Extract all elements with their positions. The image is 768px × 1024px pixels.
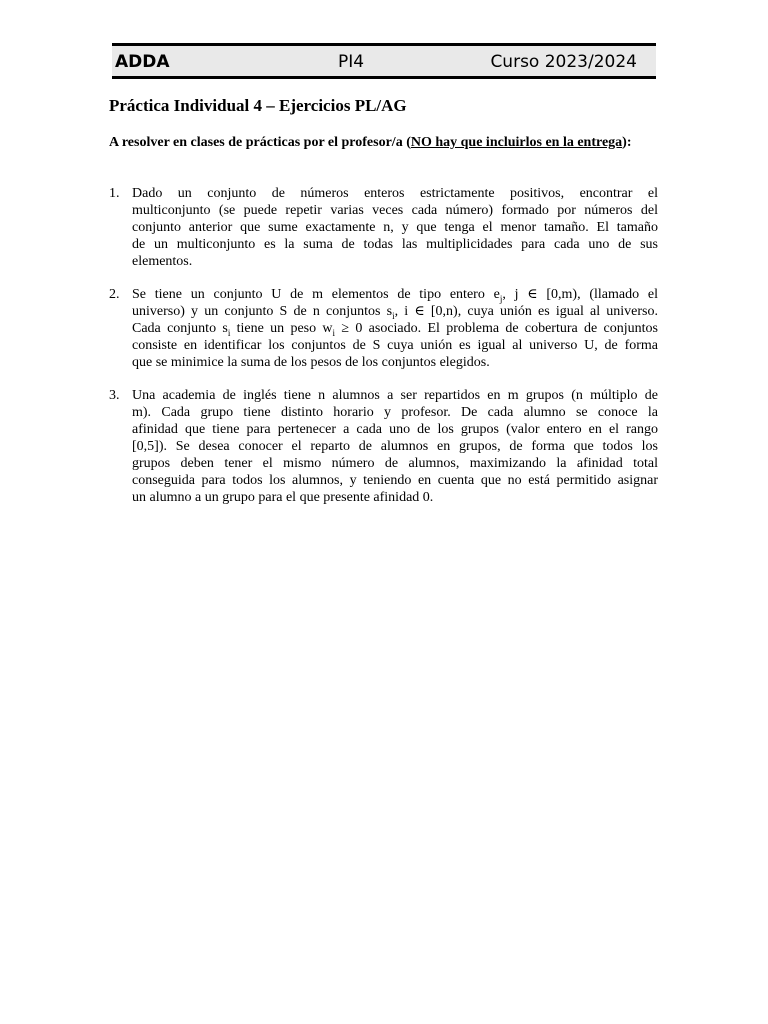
page-title: Práctica Individual 4 – Ejercicios PL/AG [109, 96, 407, 115]
exercise-line: universo) y un conjunto S de n conjuntos $s_i$, i ∈ [0,n), cuya unión es igual al universo. [132, 304, 658, 321]
exercise-line: que se minimice la suma de los pesos de los conjuntos elegidos. [132, 355, 490, 370]
exercise-line: un alumno a un grupo para el que presente afinidad 0. [132, 490, 434, 505]
exercise-line: Se tiene un conjunto U de m elementos de tipo entero $e_j$, j ∈ [0,m), (llamado el [132, 287, 658, 304]
exercise-number: 3. [109, 388, 120, 403]
header-practice-code: PI4 [338, 52, 365, 72]
exercise-line: [0,5]). Se desea conocer el reparto de alumnos en grupos, de forma que todos los [132, 439, 658, 454]
exercise-line: conseguida para todos los alumnos, y teniendo en cuenta que no está permitido asignar [132, 473, 658, 488]
header-bar [112, 43, 656, 79]
exercise-line: de un multiconjunto es la suma de todas las multiplicidades para cada uno de sus [132, 237, 658, 252]
intro-paragraph [109, 134, 658, 151]
header-course-name: ADDA [115, 52, 170, 72]
exercise-line: Una academia de inglés tiene n alumnos a ser repartidos en m grupos (n múltiplo de [132, 388, 658, 403]
exercise-number: 2. [109, 287, 120, 302]
exercise-text [132, 185, 658, 270]
exercise-line: elementos. [132, 254, 193, 269]
exercise-line: conjunto anterior que sume exactamente n, y que tenga el menor tamaño. El tamaño [132, 220, 658, 235]
intro-text-before: A resolver en clases de prácticas por el profesor/a ( [109, 135, 411, 150]
exercise-number: 1. [109, 186, 120, 201]
header-academic-year: Curso 2023/2024 [490, 52, 637, 72]
exercise-line: multiconjunto (se puede repetir varias veces cada número) formado por números del [132, 203, 658, 218]
exercise-line: afinidad que tiene para pertenecer a cada uno de los grupos (valor entero en el rango [132, 422, 658, 437]
exercise-line: Cada conjunto $s_i$ tiene un peso $w_i \ge 0$ asociado. El problema de cobertura de conjuntos [132, 321, 658, 338]
exercise-line: consiste en identificar los conjuntos de S cuya unión es igual al universo U, de forma [132, 338, 658, 353]
exercise-text [132, 286, 658, 371]
exercise-line: Dado un conjunto de números enteros estrictamente positivos, encontrar el [132, 186, 658, 201]
intro-text-after: ): [622, 135, 632, 150]
exercise-line: grupos deben tener el mismo número de alumnos, maximizando la afinidad total [132, 456, 658, 471]
exercise-text [132, 387, 658, 506]
intro-underlined-text: NO hay que incluirlos en la entrega [410, 135, 623, 150]
exercise-line: m). Cada grupo tiene distinto horario y profesor. De cada alumno se conoce la [132, 405, 658, 420]
